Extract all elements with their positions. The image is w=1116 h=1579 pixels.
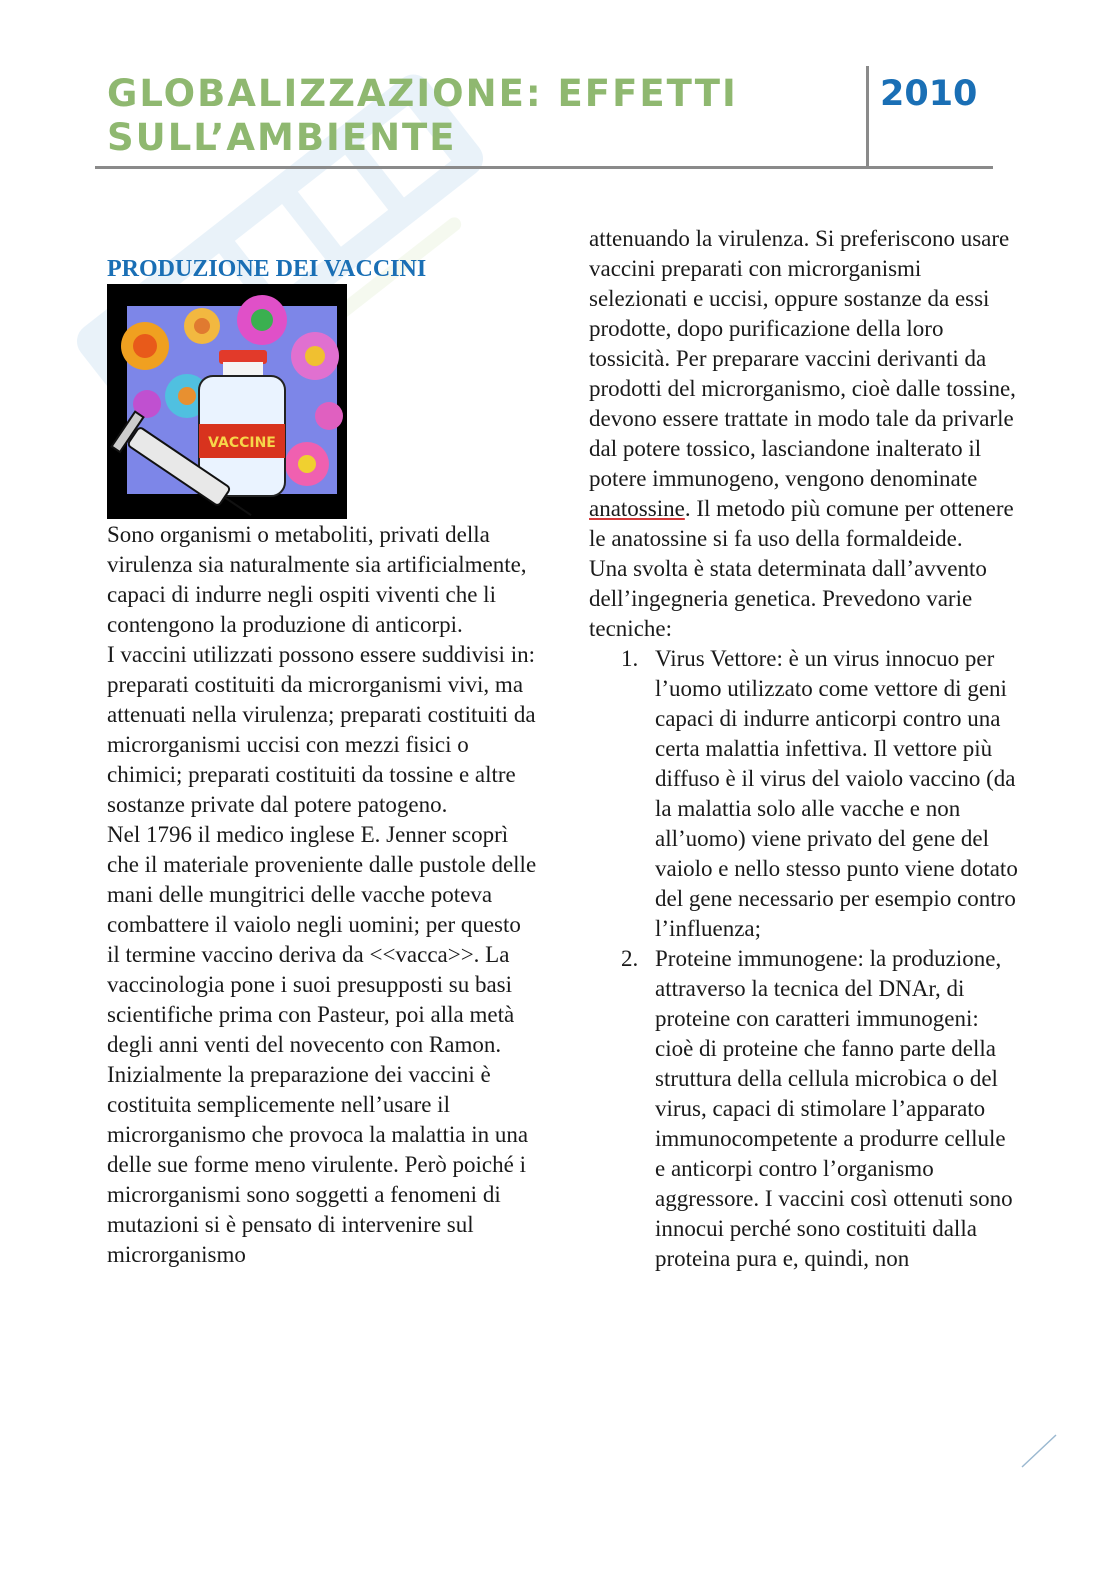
virus-icon bbox=[291, 332, 339, 380]
header-horizontal-divider bbox=[95, 166, 993, 169]
list-item bbox=[589, 944, 1019, 1274]
paragraph bbox=[589, 224, 1019, 554]
paragraph: Nel 1796 il medico inglese E. Jenner scoprì che il materiale proveniente dalle pustole delle mani delle mungitrici delle vacche poteva combattere il vaiolo negli uomini; per questo il termine vaccino deriva da <<vacca>>. La vaccinologia pone i suoi presupposti su basi scientifiche prima con Pasteur, poi alla metà degli anni venti del novecento con Ramon. Inizialmente la preparazione dei vaccini è costituita semplicemente nell’usare il microrganismo che provoca la malattia in una delle sue forme meno virulente. Però poiché i microrganismi sono soggetti a fenomeni di mutazioni si è pensato di intervenire sul microrganismo bbox=[107, 822, 537, 1267]
vaccine-illustration bbox=[107, 284, 347, 519]
list-number: 2. bbox=[621, 946, 639, 971]
list-number: 1. bbox=[621, 646, 639, 671]
vial-label: VACCINE bbox=[208, 435, 276, 451]
header-vertical-divider bbox=[866, 66, 869, 168]
list-text: Virus Vettore: è un virus innocuo per l’uomo utilizzato come vettore di geni capaci di indurre anticorpi contro una certa malattia infettiva. Il vettore più diffuso è il virus del vaiolo vaccino (da la malattia solo alle vacche e non all’uomo) viene privato del gene del vaiolo e nello stesso punto viene dotato del gene necessario per esempio contro l’influenza; bbox=[655, 646, 1018, 941]
right-column bbox=[589, 224, 1019, 1274]
document-title bbox=[107, 72, 827, 160]
spellcheck-term: anatossine bbox=[589, 496, 685, 521]
paragraph: Una svolta è stata determinata dall’avvento dell’ingegneria genetica. Prevedono varie tecniche: bbox=[589, 556, 987, 641]
virus-icon bbox=[315, 402, 343, 430]
document-year: 2010 bbox=[880, 74, 978, 114]
virus-icon bbox=[285, 442, 329, 486]
virus-icon bbox=[184, 308, 220, 344]
virus-icon bbox=[121, 322, 169, 370]
text-run: . Il metodo più comune per ottenere le anatossine si fa uso della formaldeide. bbox=[589, 496, 1014, 551]
paragraph: Sono organismi o metaboliti, privati della virulenza sia naturalmente sia artificialmente, capaci di indurre negli ospiti viventi che li contengono la produzione di anticorpi. bbox=[107, 522, 527, 637]
section-heading: PRODUZIONE DEI VACCINI bbox=[107, 256, 427, 282]
title-line-2: SULL’AMBIENTE bbox=[107, 116, 457, 159]
title-line-1: GLOBALIZZAZIONE: EFFETTI bbox=[107, 72, 738, 115]
list-item bbox=[589, 644, 1019, 944]
technique-list bbox=[589, 644, 1019, 1274]
paragraph: I vaccini utilizzati possono essere suddivisi in: preparati costituiti da microrganismi vivi, ma attenuati nella virulenza; preparati costituiti da microrganismi uccisi con mezzi fisici o chimici; preparati costituiti da tossine e altre sostanze private dal potere patogeno. bbox=[107, 642, 536, 817]
text-run: attenuando la virulenza. Si preferiscono usare vaccini preparati con microrganismi selezionati e uccisi, oppure sostanze da essi prodotte, dopo purificazione della loro tossicità. Per preparare vaccini derivanti da prodotti del microrganismo, cioè dalle tossine, devono essere trattate in modo tale da privarle dal potere tossico, lasciandone inalterato il potere immunogeno, vengono denominate bbox=[589, 226, 1016, 491]
virus-icon bbox=[237, 295, 287, 345]
list-text: Proteine immunogene: la produzione, attraverso la tecnica del DNAr, di proteine con caratteri immunogeni: cioè di proteine che fanno parte della struttura della cellula microbica o del virus, capaci di stimolare l’apparato immunocompetente a produrre cellule e anticorpi contro l’organismo aggressore. I vaccini così ottenuti sono innocui perché sono costituiti dalla proteina pura e, quindi, non bbox=[655, 946, 1013, 1271]
page-corner-mark bbox=[1020, 1433, 1058, 1469]
left-column bbox=[107, 254, 537, 1270]
